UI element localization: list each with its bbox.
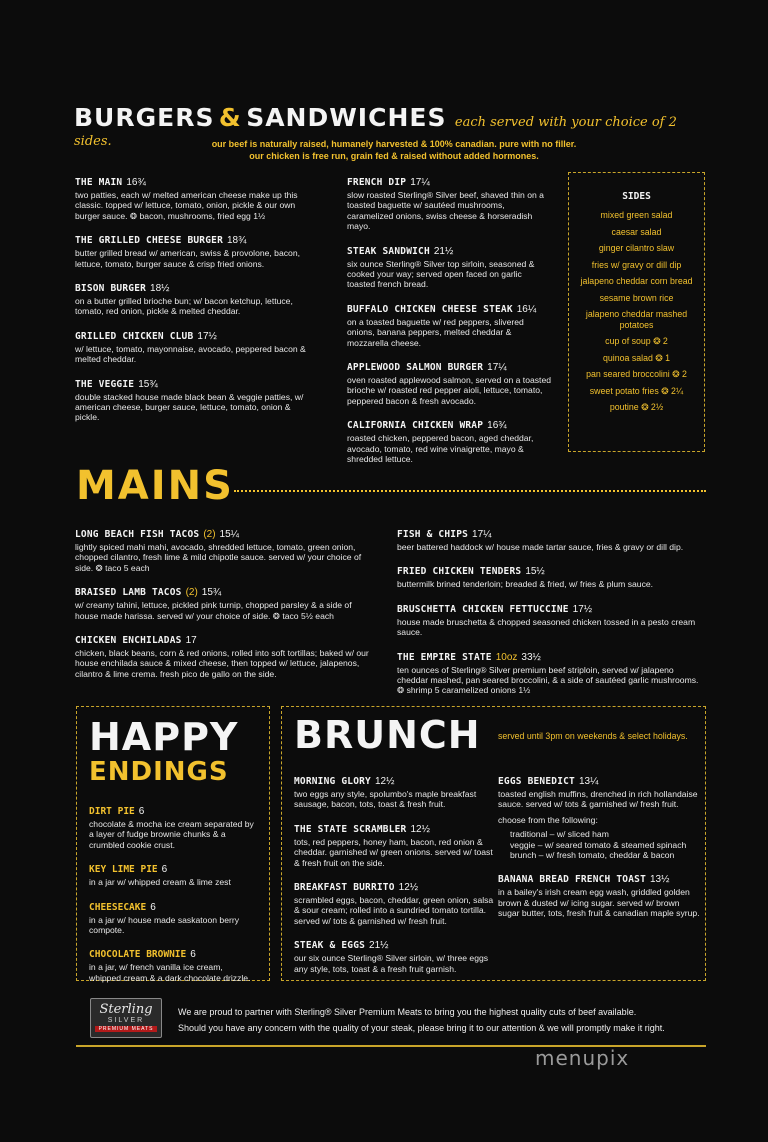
happy-title: HAPPY: [89, 715, 239, 759]
burgers-title-amp: &: [218, 103, 242, 132]
menu-item: [347, 415, 552, 464]
item-desc: in a jar w/ house made saskatoon berry compote.: [89, 914, 239, 936]
item-desc: roasted chicken, peppered bacon, aged cheddar, avocado, tomato, red wine vinaigrette, mayo & shredded lettuce.: [347, 433, 534, 465]
footer-line-2: Should you have any concern with the quality of your steak, please bring it to our attention & we will promptly make it right.: [178, 1023, 665, 1033]
side-item: sweet potato fries ❂ 2¼: [589, 385, 684, 396]
item-desc: chocolate & mocha ice cream separated by a layer of fudge brownie chunks & a crumbled cookie crust.: [89, 819, 254, 850]
item-desc: six ounce Sterling® Silver top sirloin, seasoned & cooked your way; served open faced on garlic toasted french bread.: [347, 258, 535, 290]
happy-list: [89, 801, 257, 983]
item-qty: (2): [203, 529, 216, 540]
item-price: 17½: [197, 330, 217, 342]
side-item: jalapeno cheddar mashed potatoes: [585, 309, 688, 330]
item-price: 15¾: [201, 587, 222, 599]
sides-box: [568, 172, 705, 452]
item-price: 15¾: [138, 378, 158, 390]
item-price: 12½: [374, 776, 395, 787]
item-price: 6: [138, 806, 145, 817]
sides-title: SIDES: [622, 191, 651, 202]
item-desc: butter grilled bread w/ american, swiss & provolone, bacon, lettuce, tomato, burger sauce & crisp fried onions.: [75, 248, 300, 269]
brunch-box: [281, 706, 706, 981]
side-item: cup of soup ❂ 2: [605, 336, 668, 346]
item-desc: in a jar, w/ french vanilla ice cream, whipped cream & a dark chocolate drizzle.: [89, 962, 251, 983]
menu-item: [75, 326, 315, 365]
side-item: fries w/ gravy or dill dip: [591, 259, 682, 270]
burgers-title-right: SANDWICHES: [246, 103, 447, 132]
item-name: CHICKEN ENCHILADAS: [75, 635, 182, 647]
item-name: APPLEWOOD SALMON BURGER: [347, 362, 484, 374]
brunch-col-1: [294, 771, 494, 983]
footer-text: [178, 1004, 708, 1036]
burgers-col-2: [347, 172, 552, 474]
sides-list: [575, 210, 698, 413]
burgers-title-left: BURGERS: [74, 103, 215, 132]
happy-endings-box: [76, 706, 270, 981]
item-name: THE STATE SCRAMBLER: [294, 823, 407, 835]
menu-item: [75, 278, 315, 317]
item-desc: ten ounces of Sterling® Silver premium beef striploin, served w/ jalapeno cheddar mashed, pan seared broccolini, & a side of sautéed garlic mushrooms. ❂ shrimp 5 caramelized onions 1½: [397, 664, 699, 696]
item-desc: on a toasted baguette w/ red peppers, slivered onions, banana peppers, melted cheddar & mozzarella cheese.: [347, 316, 524, 348]
item-price: 16¼: [516, 303, 537, 315]
item-name: BRAISED LAMB TACOS: [75, 587, 182, 599]
mains-divider: [234, 490, 706, 492]
item-price: 16¾: [487, 420, 507, 432]
side-item: poutine ❂ 2½: [609, 402, 664, 412]
item-desc: beer battered haddock w/ house made tartar sauce, fries & gravy or dill dip.: [397, 542, 684, 552]
item-desc: double stacked house made black bean & veggie patties, w/ american cheese, burger sauce, lettuce, tomato, onion & pickle.: [75, 391, 304, 423]
item-desc: on a butter grilled brioche bun; w/ bacon ketchup, lettuce, tomato, red onion, pickle & melted cheddar.: [75, 296, 293, 317]
benedict-choose: choose from the following:: [498, 814, 598, 825]
menu-item: [347, 241, 552, 290]
footer-line-1: We are proud to partner with Sterling® Silver Premium Meats to bring you the highest quality cuts of beef available.: [178, 1007, 637, 1017]
menu-item: [75, 172, 315, 221]
item-price: 21½: [433, 245, 454, 257]
burgers-tagline: each served with your choice of 2 sides.: [74, 115, 677, 149]
item-desc: in a jar w/ whipped cream & lime zest: [89, 877, 231, 888]
benedict-option: veggie – w/ seared tomato & steamed spinach: [510, 839, 687, 850]
benedict-options: [498, 829, 703, 860]
item-name: STEAK & EGGS: [294, 940, 366, 952]
logo-word: Sterling: [99, 1002, 153, 1017]
item-price: 12½: [398, 882, 419, 894]
menu-item: [294, 771, 494, 810]
logo-band: PREMIUM MEATS: [95, 1026, 157, 1032]
brunch-note: served until 3pm on weekends & select holidays.: [498, 731, 688, 741]
menu-item: [75, 524, 375, 573]
item-name: BANANA BREAD FRENCH TOAST: [498, 874, 646, 886]
brunch-col-2: [498, 771, 703, 928]
endings-title: ENDINGS: [89, 757, 229, 787]
side-item: caesar salad: [611, 226, 662, 237]
menu-item: [294, 819, 494, 868]
item-price: 33½: [521, 651, 541, 663]
item-price: 17¼: [410, 177, 430, 188]
item-price: 6: [190, 949, 196, 961]
menu-item: [294, 877, 494, 926]
item-name: BRUSCHETTA CHICKEN FETTUCCINE: [397, 603, 569, 615]
menu-item: [89, 859, 257, 887]
menu-item: [397, 524, 702, 552]
menu-item: [397, 647, 702, 696]
item-price: 6: [150, 901, 156, 913]
item-price: 17½: [572, 603, 593, 615]
item-name: FRIED CHICKEN TENDERS: [397, 566, 522, 578]
item-desc: buttermilk brined tenderloin; breaded & fried, w/ fries & plum sauce.: [397, 579, 654, 590]
item-name: FRENCH DIP: [347, 177, 407, 188]
menu-item: [294, 935, 494, 974]
item-price: 15¼: [219, 529, 240, 540]
chicken-note: our chicken is free run, grain fed & raised without added hormones.: [249, 151, 539, 161]
item-desc: two eggs any style, spolumbo's maple breakfast sausage, bacon, tots, toast & fresh fruit.: [294, 789, 477, 810]
menu-item: [89, 944, 257, 983]
menu-item: [89, 897, 257, 936]
item-price: 18¾: [227, 235, 247, 247]
menu-item: [397, 561, 702, 589]
item-desc: w/ creamy tahini, lettuce, pickled pink turnip, chopped parsley & a side of house made harissa. served w/ your choice of side. ❂ taco 5½ each: [75, 600, 352, 621]
item-name: CHOCOLATE BROWNIE: [89, 949, 187, 961]
item-name: THE VEGGIE: [75, 378, 135, 390]
item-desc: scrambled eggs, bacon, cheddar, green onion, salsa & sour cream; rolled into a sundried tomato tortilla. served w/ tots & garnished w/ fresh fruit.: [294, 895, 494, 926]
beef-note: our beef is naturally raised, humanely harvested & 100% canadian. pure with no filler.: [211, 139, 577, 149]
sterling-silver-logo: [90, 998, 162, 1038]
item-name: BISON BURGER: [75, 283, 147, 295]
side-item: jalapeno cheddar corn bread: [580, 276, 693, 286]
item-price: 6: [161, 864, 168, 876]
item-price: 15½: [525, 566, 545, 578]
menu-item: [498, 869, 703, 918]
mains-col-1: [75, 524, 375, 688]
item-name: EGGS BENEDICT: [498, 776, 575, 787]
menu-item: [498, 771, 703, 860]
side-item: sesame brown rice: [599, 292, 674, 303]
item-desc: two patties, each w/ melted american cheese make up this classic. topped w/ lettuce, tomato, onion, pickle & our own burger sauce. ❂ bacon, mushrooms, fried egg 1½: [75, 190, 298, 221]
item-qty: 10oz: [495, 651, 518, 663]
item-name: CHEESECAKE: [89, 901, 147, 913]
item-qty: (2): [185, 587, 198, 599]
item-price: 17¼: [487, 362, 507, 374]
item-name: FISH & CHIPS: [397, 529, 469, 540]
item-desc: tots, red peppers, honey ham, bacon, red onion & cheddar. garnished w/ green onions. served w/ toast & fresh fruit on the side.: [294, 836, 493, 868]
item-name: KEY LIME PIE: [89, 864, 158, 876]
item-name: GRILLED CHICKEN CLUB: [75, 330, 194, 342]
item-name: BREAKFAST BURRITO: [294, 882, 395, 894]
item-name: THE GRILLED CHEESE BURGER: [75, 235, 223, 247]
burgers-notes: [74, 138, 714, 162]
side-item: mixed green salad: [600, 210, 673, 220]
item-desc: oven roasted applewood salmon, served on a toasted brioche w/ roasted red pepper aioli, lettuce, tomato, peppered bacon & fresh avocado.: [347, 375, 551, 406]
benedict-option: brunch – w/ fresh tomato, cheddar & bacon: [510, 850, 675, 861]
item-price: 16¾: [126, 177, 146, 188]
item-desc: chicken, black beans, corn & red onions, rolled into soft tortillas; baked w/ our house enchilada sauce & mixed cheese, then topped w/ lettuce, jalapenos, cilantro & lime crema. fresh pico de gallo on the side.: [75, 648, 369, 679]
menu-item: [75, 582, 375, 621]
item-price: 13½: [650, 874, 670, 886]
item-desc: house made bruschetta & chopped seasoned chicken tossed in a pesto cream sauce.: [397, 616, 696, 638]
item-name: DIRT PIE: [89, 806, 135, 817]
menu-item: [347, 299, 552, 348]
item-price: 18½: [150, 283, 170, 295]
benedict-option: traditional – w/ sliced ham: [510, 829, 609, 840]
menu-item: [75, 630, 375, 679]
mains-title: MAINS: [76, 463, 234, 509]
item-desc: toasted english muffins, drenched in rich hollandaise sauce. served w/ tots & garnished w/ fresh fruit.: [498, 789, 698, 810]
item-name: CALIFORNIA CHICKEN WRAP: [347, 420, 484, 432]
item-price: 17: [185, 635, 197, 647]
menu-item: [347, 357, 552, 406]
item-name: THE MAIN: [75, 177, 123, 188]
side-item: ginger cilantro slaw: [598, 243, 675, 253]
item-name: LONG BEACH FISH TACOS: [75, 529, 200, 540]
menupix-watermark: menupix: [535, 1046, 630, 1070]
item-desc: w/ lettuce, tomato, mayonnaise, avocado, peppered bacon & melted cheddar.: [75, 343, 306, 365]
menu-item: [347, 172, 552, 232]
item-name: BUFFALO CHICKEN CHEESE STEAK: [347, 303, 513, 315]
item-price: 12½: [410, 823, 430, 835]
item-price: 13¼: [578, 776, 599, 787]
item-price: 17¼: [472, 529, 492, 540]
menu-item: [397, 599, 702, 638]
logo-sub: SILVER: [107, 1017, 145, 1024]
menu-item: [75, 374, 315, 423]
item-desc: slow roasted Sterling® Silver beef, shaved thin on a toasted baguette w/ sautéed mushrooms, caramelized onions, swiss cheese & horseradish mayo.: [347, 190, 544, 232]
item-name: MORNING GLORY: [294, 776, 371, 787]
item-desc: in a bailey's irish cream egg wash, griddled golden brown & dusted w/ icing sugar. served w/ brown sugar butter, tots, fresh fruit & canadian maple syrup.: [498, 887, 700, 919]
side-item: quinoa salad ❂ 1: [602, 352, 671, 363]
item-name: THE EMPIRE STATE: [397, 651, 492, 663]
side-item: pan seared broccolini ❂ 2: [586, 369, 687, 379]
mains-col-2: [397, 524, 702, 705]
burgers-col-1: [75, 172, 315, 432]
brunch-title: BRUNCH: [294, 713, 481, 757]
item-price: 21½: [369, 940, 389, 952]
menu-item: [89, 801, 257, 850]
item-name: STEAK SANDWICH: [347, 245, 430, 257]
item-desc: lightly spiced mahi mahi, avocado, shredded lettuce, tomato, green onion, chopped cilantro, fresh lime & mild chipotle sauce. served w/ your choice of side. ❂ taco 5 each: [75, 542, 362, 573]
item-desc: our six ounce Sterling® Silver sirloin, w/ three eggs any style, tots, toast & a fresh fruit garnish.: [294, 953, 489, 974]
menu-item: [75, 230, 315, 269]
